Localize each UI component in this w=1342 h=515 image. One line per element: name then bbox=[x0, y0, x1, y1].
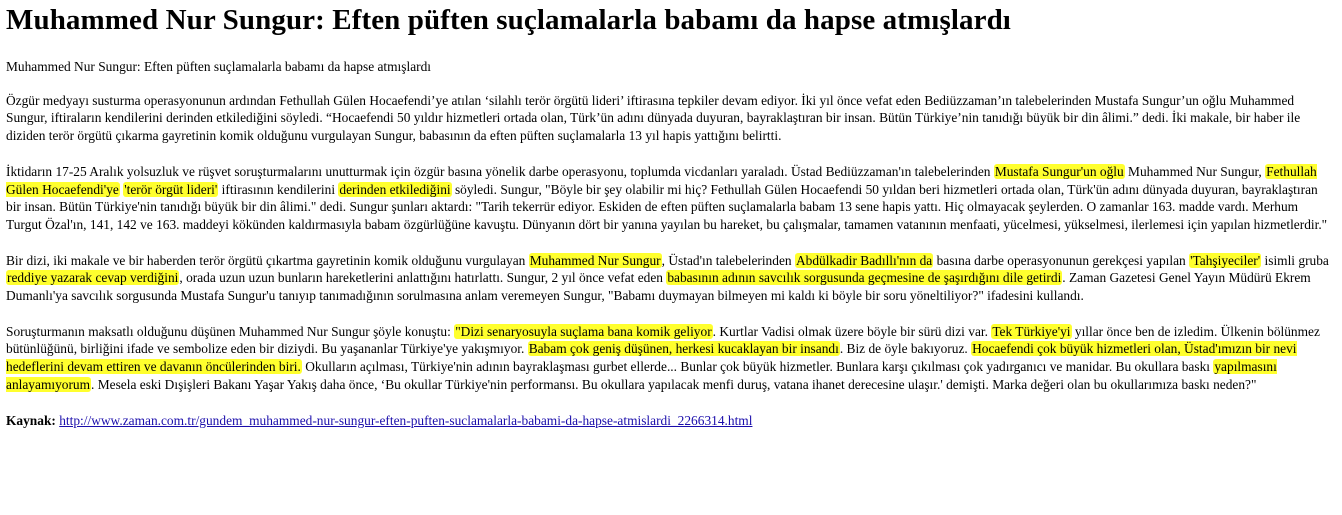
highlighted-text: Abdülkadir Badıllı'nın da bbox=[795, 252, 933, 268]
paragraph-text: . Zaman Gazetesi Genel Yayın Müdürü Ekrem Dumanlı'ya savcılık sorgusunda Mustafa Sungur'u tanıyıp tanımadığının sorulmasına anlam veremeyen Sungur, "Babamı duymayan bilmeyen mi kaldı ki böyle bir soru yöneltiliyor?" ifadesini kullandı. bbox=[6, 270, 1311, 304]
article-body bbox=[6, 92, 1335, 394]
paragraph-text: basına darbe operasyonunun gerekçesi yapılan bbox=[933, 252, 1190, 268]
article-headline: Muhammed Nur Sungur: Eften püften suçlamalarla babamı da hapse atmışlardı bbox=[6, 4, 1011, 36]
article-paragraph bbox=[6, 252, 1335, 305]
paragraph-text: . Kurtlar Vadisi olmak üzere böyle bir sürü dizi var. bbox=[712, 323, 992, 339]
highlighted-text: babasının adının savcılık sorgusunda geçmesine de şaşırdığını dile getirdi bbox=[667, 270, 1062, 286]
article-paragraph bbox=[6, 163, 1335, 234]
source-link[interactable]: http://www.zaman.com.tr/gundem_muhammed-nur-sungur-eften-puften-suclamalarla-babami-da-hapse-atmislardi_2266314.html bbox=[59, 412, 753, 428]
highlighted-text: Fethullah Gülen Hocaefendi'ye bbox=[6, 163, 1317, 197]
paragraph-text: . Mesela eski Dışişleri Bakanı Yaşar Yakış daha önce, ‘Bu okullar Türkiye'nin performansı. Bu okullara yapılacak menfi duruş, vatana ihanet derecesine ulaşır.' demişti. Marka değeri olan bu okullarımıza baskı neden?" bbox=[91, 376, 1257, 392]
highlighted-text: yapılmasını anlayamıyorum bbox=[6, 359, 1277, 392]
paragraph-text: , orada uzun uzun bunların hareketlerini anlattığını hatırlattı. Sungur, 2 yıl önce vefat eden bbox=[179, 270, 667, 286]
paragraph-text: Bir dizi, iki makale ve bir haberden terör örgütü çıkartma gayretinin komik olduğunu vurgulayan bbox=[6, 252, 529, 268]
highlighted-text: 'terör örgüt lideri' bbox=[124, 181, 218, 197]
paragraph-text: Okulların açılması, Türkiye'nin adının bayraklaşması gurbet ellerde... Bunlar çok büyük hizmetler. Bunlara karşı çıkılması çok yadırganıcı ve manidar. Bu okullara baskı bbox=[301, 359, 1214, 375]
paragraph-text: Muhammed Nur Sungur, bbox=[1124, 163, 1266, 179]
highlighted-text: "Dizi senaryosuyla suçlama bana komik geliyor bbox=[455, 323, 712, 339]
paragraph-text: Soruşturmanın maksatlı olduğunu düşünen Muhammed Nur Sungur şöyle konuştu: bbox=[6, 323, 455, 339]
paragraph-text: İktidarın 17-25 Aralık yolsuzluk ve rüşvet soruşturmalarını unutturmak için özgür basına yönelik darbe operasyonu, toplumda vicdanları yaraladı. Üstad Bediüzzaman'ın talebelerinden bbox=[6, 163, 994, 179]
highlighted-text: Hocaefendi çok büyük hizmetleri olan, Üstad'ımızın bir nevi hedeflerini devam ettiren ve davanın öncülerinden biri. bbox=[6, 341, 1297, 375]
source-label: Kaynak: bbox=[6, 412, 56, 428]
paragraph-text: isimli gruba bbox=[1261, 252, 1329, 268]
source-line bbox=[6, 412, 1335, 430]
article-paragraph bbox=[6, 323, 1335, 394]
highlighted-text: Babam çok geniş düşünen, herkesi kucaklayan bir insandı bbox=[528, 341, 839, 357]
highlighted-text: 'Tahşiyeciler' bbox=[1190, 252, 1261, 268]
paragraph-text: Özgür medyayı susturma operasyonunun ardından Fethullah Gülen Hocaefendi’ye atılan ‘silahlı terör örgütü lideri’ iftirasına tepkiler devam ediyor. İki yıl önce vefat eden Bediüzzaman’ın talebelerinden Mustafa Sungur’un oğlu Muhammed Sungur, iftiraların kendilerini derinden etkilediğini söyledi. “Hocaefendi 50 yıldır hizmetleri ortada olan, Türk’ün adını dünyada duyuran, bayraklaştıran bir insan. Bütün Türkiye’nin tanıdığı büyük bir din âlimi.” dedi. İki makale, bir haber ile diziden terör örgütü çıkarma gayretinin komik olduğunu vurgulayan Sungur, babasının da eften püften suçlamalarla 13 yıl hapis yattığını belirtti. bbox=[6, 92, 1301, 144]
highlighted-text: Tek Türkiye'yi bbox=[992, 323, 1071, 339]
article-page bbox=[0, 3, 1342, 429]
paragraph-text: yıllar önce ben de izledim. Ülkenin bölünmez bütünlüğünü, birliğini ifade ve sembolize eden bir diziydi. Bu yaşananlar Türkiye'ye yakışmıyor. bbox=[6, 323, 1320, 357]
paragraph-text: . Biz de öyle bakıyoruz. bbox=[839, 341, 972, 357]
highlighted-text: derinden etkilediğini bbox=[339, 181, 451, 197]
paragraph-text: iftirasının kendilerini bbox=[218, 181, 339, 197]
article-paragraph bbox=[6, 92, 1335, 145]
highlighted-text: reddiye yazarak cevap verdiğini bbox=[7, 270, 179, 286]
highlighted-text: Muhammed Nur Sungur bbox=[529, 252, 661, 268]
paragraph-text: , Üstad'ın talebelerinden bbox=[661, 252, 795, 268]
paragraph-text: söyledi. Sungur, "Böyle bir şey olabilir mi hiç? Fethullah Gülen Hocaefendi 50 yıldan beri hizmetleri ortada olan, Türk'ün adını dünyada duyuran, bayraklaştıran bir insan. Bütün Türkiye'nin tanıdığı büyük bir din âlimi." dedi. Sungur şunları aktardı: "Tarih tekerrür ediyor. Eskiden de eften püften suçlamalarla babam 13 sene hapis yattı. Hiç olmayacak şeylerden. O zamanlar 163. madde vardı. Merhum Turgut Özal'ın, 141, 142 ve 163. maddeyi kökünden kaldırmasıyla babam özgürlüğüne kavuştu. Dünyanın dört bir yanına yayılan bu hareket, bu çalışmalar, tamamen vatanının menfaati, yücelmesi, yükselmesi, ilerlemesi için yapılan hizmetlerdir." bbox=[6, 181, 1328, 232]
highlighted-text: Mustafa Sungur'un oğlu bbox=[994, 163, 1124, 179]
article-subtitle: Muhammed Nur Sungur: Eften püften suçlamalarla babamı da hapse atmışlardı bbox=[6, 59, 432, 74]
